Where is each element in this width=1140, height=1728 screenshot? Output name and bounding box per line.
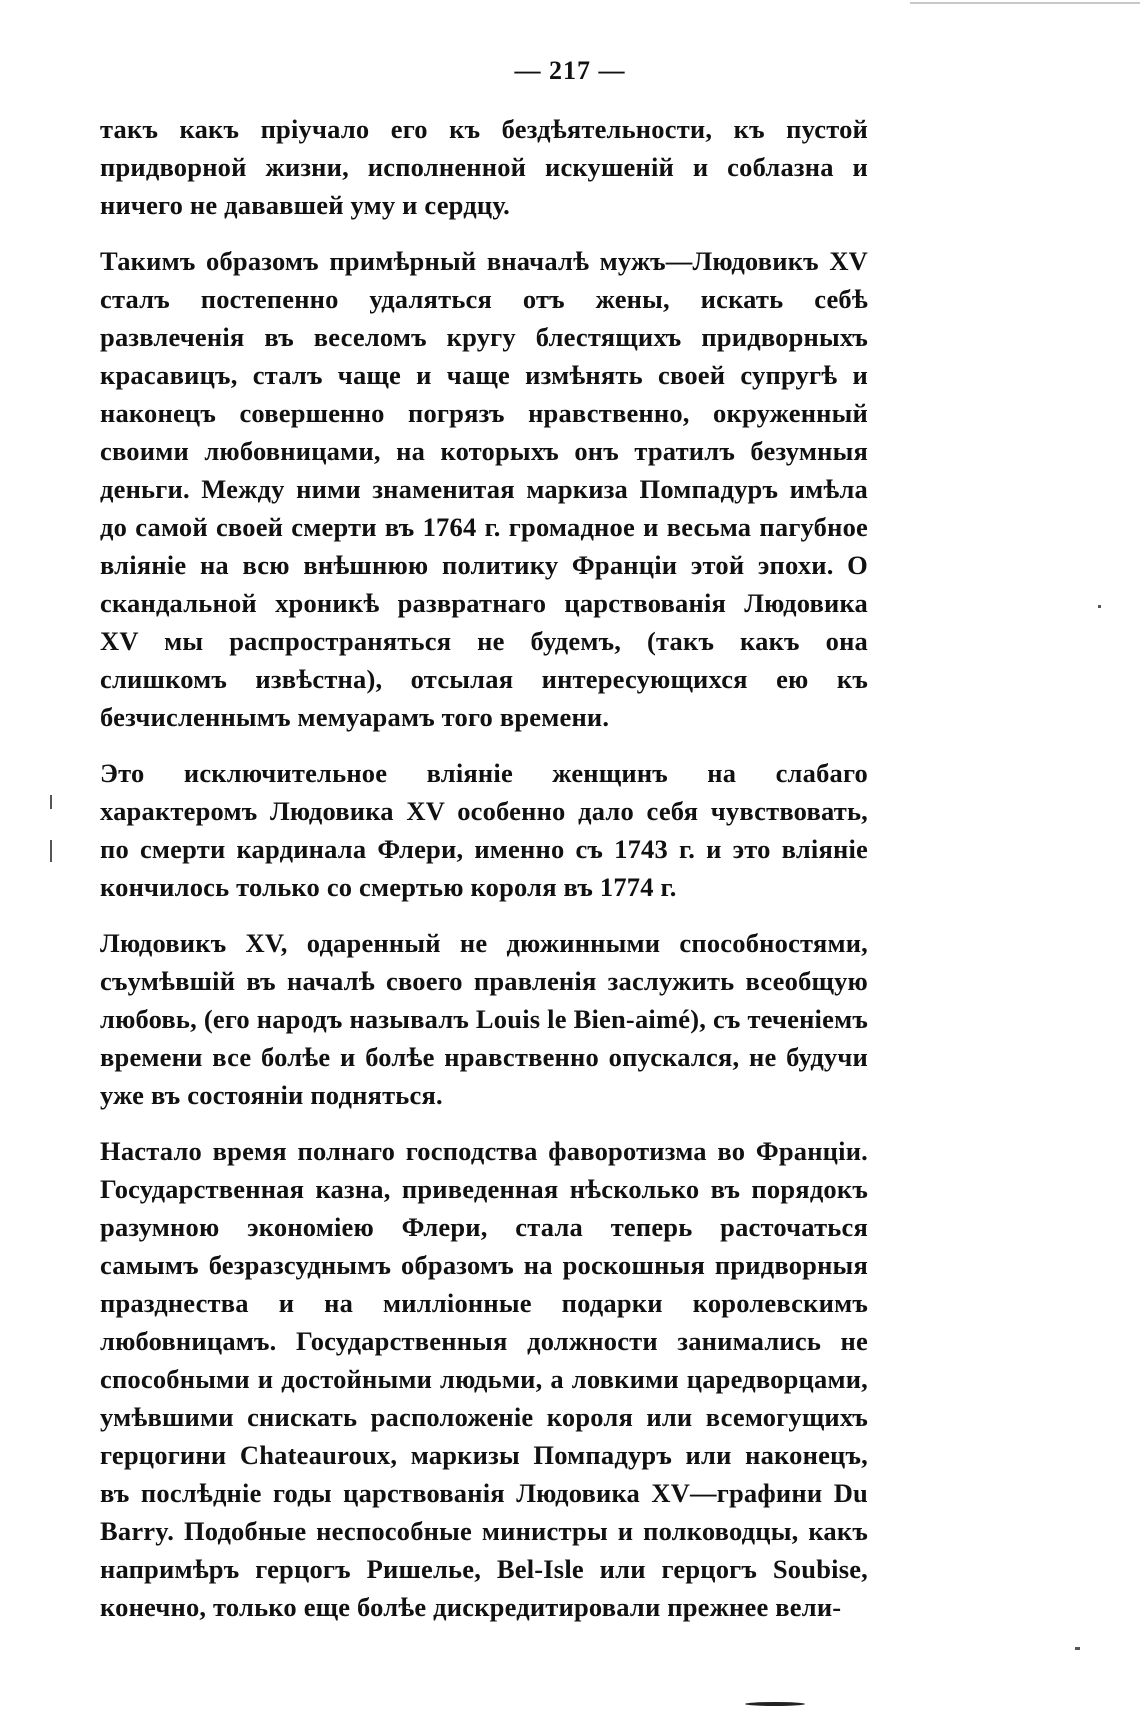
paragraph-4: Людовикъ XV, одаренный не дюжинными способностями, съумѣвшій въ началѣ своего правленія заслужить всеобщую любовь, (его народъ называлъ Louis le Bien-aimé), съ теченіемъ времени все болѣе и болѣе нравственно опускался, не будучи уже въ состояніи подняться. [100, 928, 868, 1110]
body-text [100, 110, 868, 1626]
paragraph-5: Настало время полнаго господства фаворотизма во Франціи. Государственная казна, приведенная нѣсколько въ порядокъ разумною экономіею Флери, стала теперь расточаться самымъ безразсуднымъ образомъ на роскошныя придворныя празднества и на милліонные подарки королевскимъ любовницамъ. Государственныя должности занимались не способными и достойными людьми, а ловкими царедворцами, умѣвшими снискать расположеніе короля или всемогущихъ герцогини Chateauroux, маркизы Помпадуръ или наконецъ, въ послѣдніе годы царствованія Людовика XV—графини Du Barry. Подобные неспособные министры и полководцы, какъ напримѣръ герцогъ Ришелье, Bel-Isle или герцогъ Soubise, конечно, только еще болѣе дискредитировали прежнее вели- [100, 1136, 868, 1622]
paragraph-3: Это исключительное вліяніе женщинъ на слабаго характеромъ Людовика XV особенно дало себя чувствовать, по смерти кардинала Флери, именно съ 1743 г. и это вліяніе кончилось только со смертью короля въ 1774 г. [100, 758, 868, 902]
margin-speck [1075, 1647, 1080, 1650]
paragraph-1: такъ какъ пріучало его къ бездѣятельности, къ пустой придворной жизни, исполненной искушеній и соблазна и ничего не дававшей уму и сердцу. [100, 114, 868, 220]
bottom-smudge [745, 1702, 805, 1706]
page-number: — 217 — [514, 56, 626, 85]
margin-speck [1098, 605, 1101, 608]
margin-speck [50, 795, 52, 809]
paragraph-2: Такимъ образомъ примѣрный вначалѣ мужъ—Людовикъ XV сталъ постепенно удаляться отъ жены, искать себѣ развлеченія въ веселомъ кругу блестящихъ придворныхъ красавицъ, сталъ чаще и чаще измѣнять своей супругѣ и наконецъ совершенно погрязъ нравственно, окруженный своими любовницами, на которыхъ онъ тратилъ безумныя деньги. Между ними знаменитая маркиза Помпадуръ имѣла до самой своей смерти въ 1764 г. громадное и весьма пагубное вліяніе на всю внѣшнюю политику Франціи этой эпохи. О скандальной хроникѣ развратнаго царствованія Людовика XV мы распространяться не будемъ, (такъ какъ она слишкомъ извѣстна), отсылая интересующихся ею къ безчисленнымъ мемуарамъ того времени. [100, 246, 868, 732]
scan-edge-line [910, 2, 1140, 4]
margin-speck [50, 840, 52, 862]
